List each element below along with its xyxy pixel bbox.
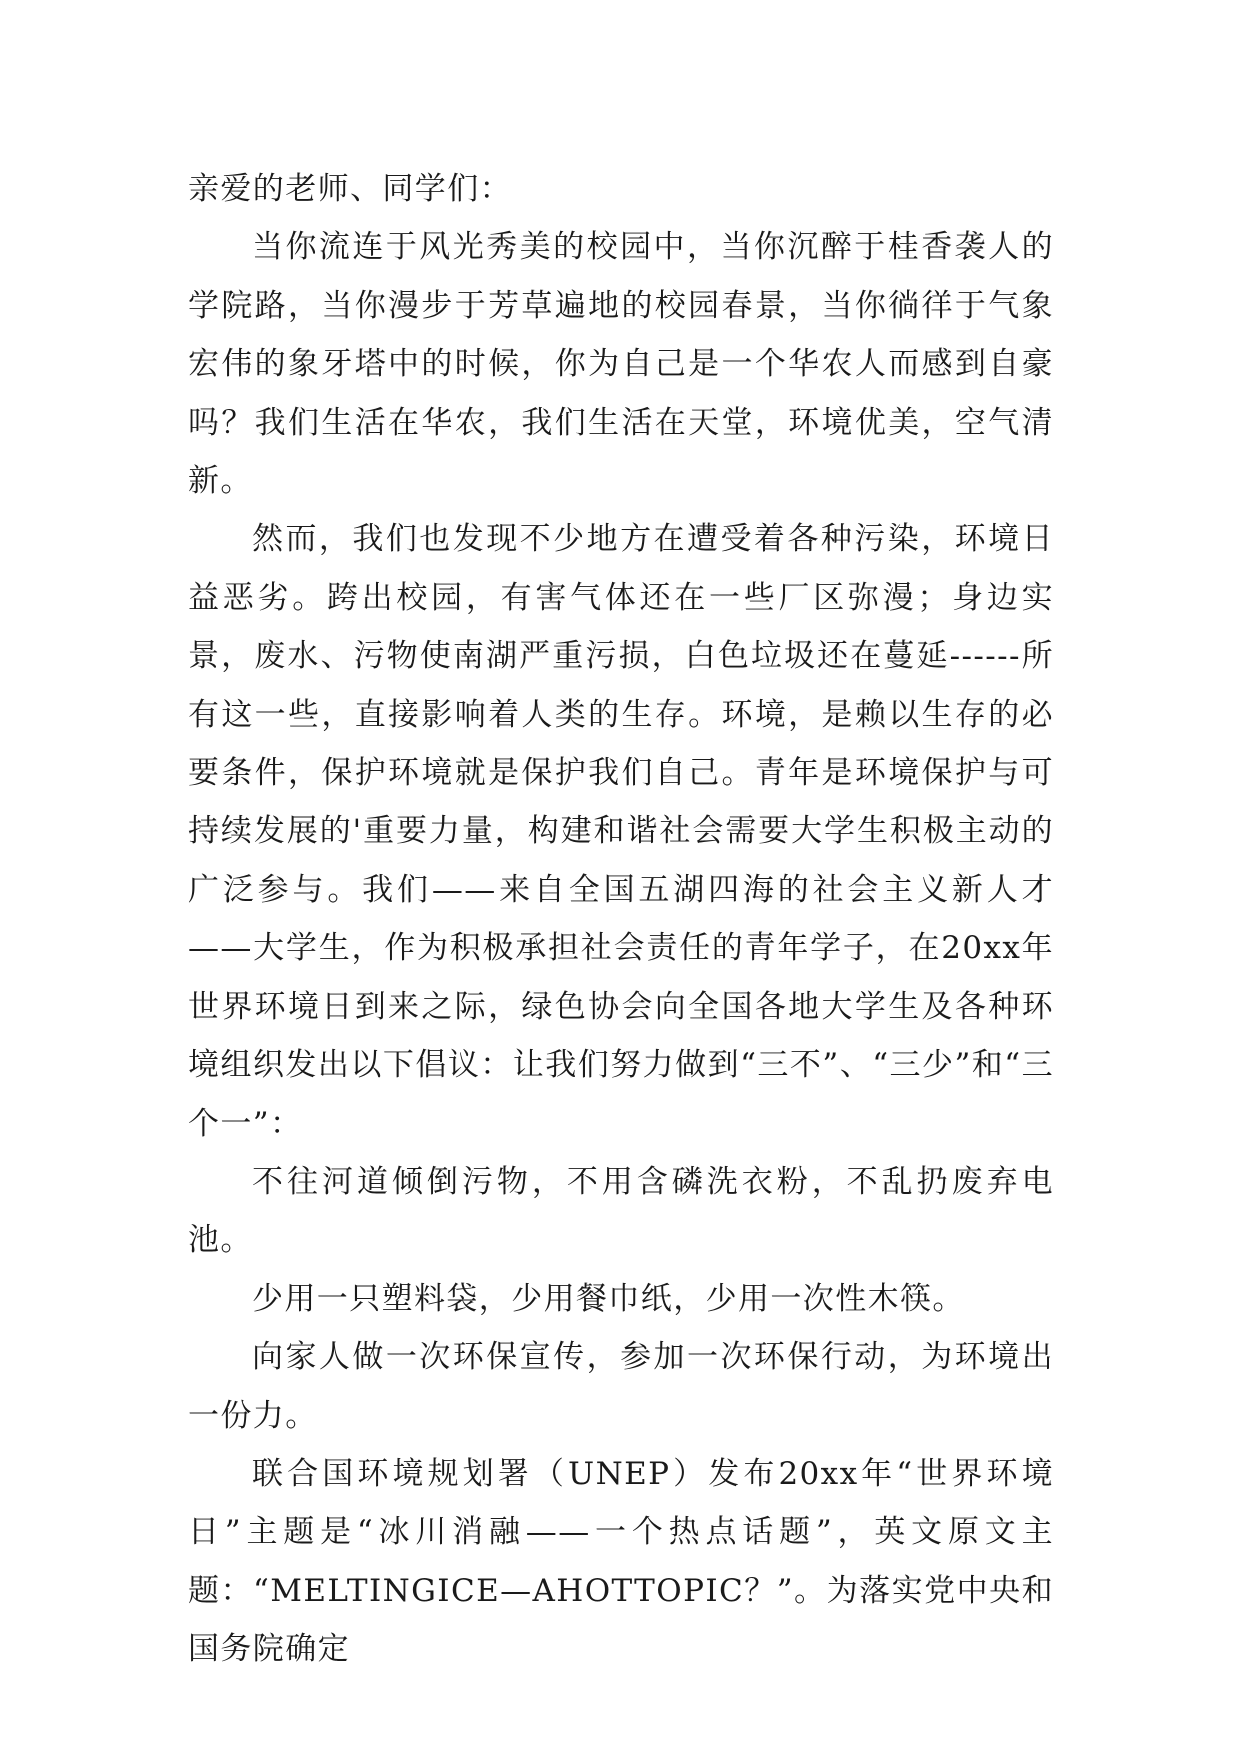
paragraph-three-nots: 不往河道倾倒污物，不用含磷洗衣粉，不乱扔废弃电池。 bbox=[188, 1163, 1054, 1259]
paragraph-campus-scenery: 当你流连于风光秀美的校园中，当你沉醉于桂香袭人的学院路，当你漫步于芳草遍地的校园春景，当你徜徉于气象宏伟的象牙塔中的时候，你为自己是一个华农人而感到自豪吗？我们生活在华农，我们生活在天堂，环境优美，空气清新。 bbox=[188, 229, 1054, 500]
document-page bbox=[188, 160, 1054, 1679]
salutation: 亲爱的老师、同学们： bbox=[188, 171, 512, 207]
paragraph-pollution-initiative: 然而，我们也发现不少地方在遭受着各种污染，环境日益恶劣。跨出校园，有害气体还在一些厂区弥漫；身边实景，废水、污物使南湖严重污损，白色垃圾还在蔓延------所有这一些，直接影响着人类的生存。环境，是赖以生存的必要条件，保护环境就是保护我们自己。青年是环境保护与可持续发展的'重要力量，构建和谐社会需要大学生积极主动的广泛参与。我们——来自全国五湖四海的社会主义新人才——大学生，作为积极承担社会责任的青年学子，在20xx年世界环境日到来之际，绿色协会向全国各地大学生及各种环境组织发出以下倡议：让我们努力做到“三不”、“三少”和“三个一”： bbox=[188, 521, 1054, 1142]
paragraph-three-ones: 向家人做一次环保宣传，参加一次环保行动，为环境出一份力。 bbox=[188, 1339, 1054, 1434]
paragraph-three-less: 少用一只塑料袋，少用餐巾纸，少用一次性木筷。 bbox=[252, 1280, 965, 1317]
paragraph-unep-theme: 联合国环境规划署（UNEP）发布20xx年“世界环境日”主题是“冰川消融——一个热点话题”，英文原文主题：“MELTINGICE—AHOTTOPIC？”。为落实党中央和国务院确定 bbox=[188, 1455, 1054, 1668]
